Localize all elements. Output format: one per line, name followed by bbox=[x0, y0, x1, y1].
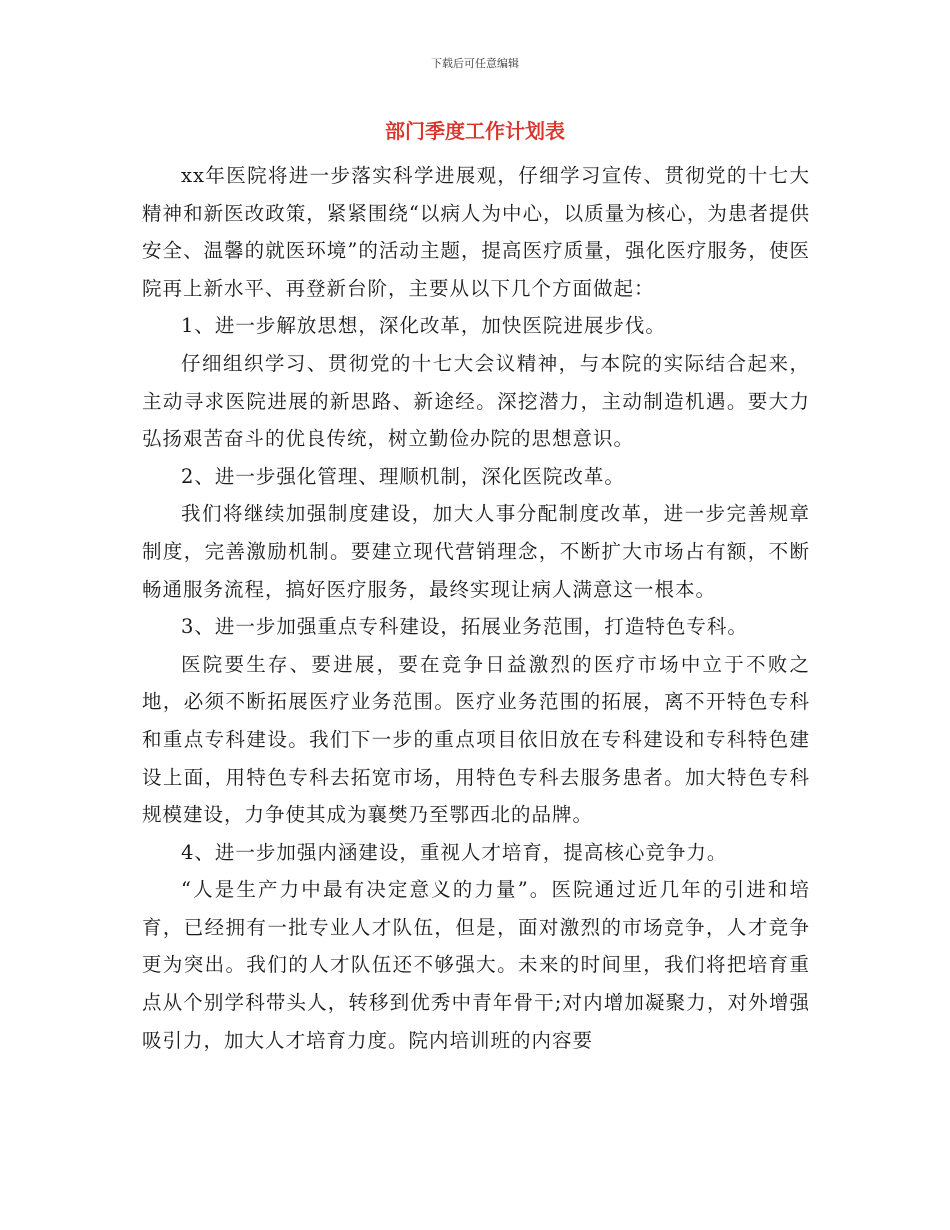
paragraph-heading-1: 1、进一步解放思想，深化改革，加快医院进展步伐。 bbox=[181, 314, 666, 338]
paragraph-heading-4: 4、进一步加强内涵建设，重视人才培育，提高核心竞争力。 bbox=[181, 840, 728, 864]
paragraph-heading-2: 2、进一步强化管理、理顺机制，深化医院改革。 bbox=[181, 464, 625, 488]
paragraph-body-1: 仔细组织学习、贯彻党的十七大会议精神，与本院的实际结合起来，主动寻求医院进展的新思路、新途经。深挖潜力，主动制造机遇。要大力弘扬艰苦奋斗的优良传统，树立勤俭办院的思想意识。 bbox=[142, 351, 810, 451]
paragraph-body-3: 医院要生存、要进展，要在竞争日益激烈的医疗市场中立于不败之地，必须不断拓展医疗业务范围。医疗业务范围的拓展，离不开特色专科和重点专科建设。我们下一步的重点项目依旧放在专科建设和专科特色建设上面，用特色专科去拓宽市场，用特色专科去服务患者。加大特色专科规模建设，力争使其成为襄樊乃至鄂西北的品牌。 bbox=[142, 652, 810, 827]
document-body bbox=[142, 157, 810, 1059]
paragraph-body-4: “人是生产力中最有决定意义的力量”。医院通过近几年的引进和培育，已经拥有一批专业人才队伍，但是，面对激烈的市场竞争，人才竞争更为突出。我们的人才队伍还不够强大。未来的时间里，我们将把培育重点从个别学科带头人，转移到优秀中青年骨干;对内增加凝聚力，对外增强吸引力，加大人才培育力度。院内培训班的内容要 bbox=[142, 878, 810, 1052]
paragraph-heading-3: 3、进一步加强重点专科建设，拓展业务范围，打造特色专科。 bbox=[181, 615, 748, 639]
header-note: 下载后可任意编辑 bbox=[431, 57, 519, 70]
paragraph-body-2: 我们将继续加强制度建设，加大人事分配制度改革，进一步完善规章制度，完善激励机制。要建立现代营销理念，不断扩大市场占有额，不断畅通服务流程，搞好医疗服务，最终实现让病人满意这一根本。 bbox=[142, 502, 810, 601]
page-title: 部门季度工作计划表 bbox=[385, 119, 565, 143]
paragraph-intro: xx年医院将进一步落实科学进展观，仔细学习宣传、贯彻党的十七大精神和新医改政策，紧紧围绕“以病人为中心，以质量为核心，为患者提供安全、温馨的就医环境”的活动主题，提高医疗质量，强化医疗服务，使医院再上新水平、再登新台阶，主要从以下几个方面做起： bbox=[142, 164, 810, 300]
